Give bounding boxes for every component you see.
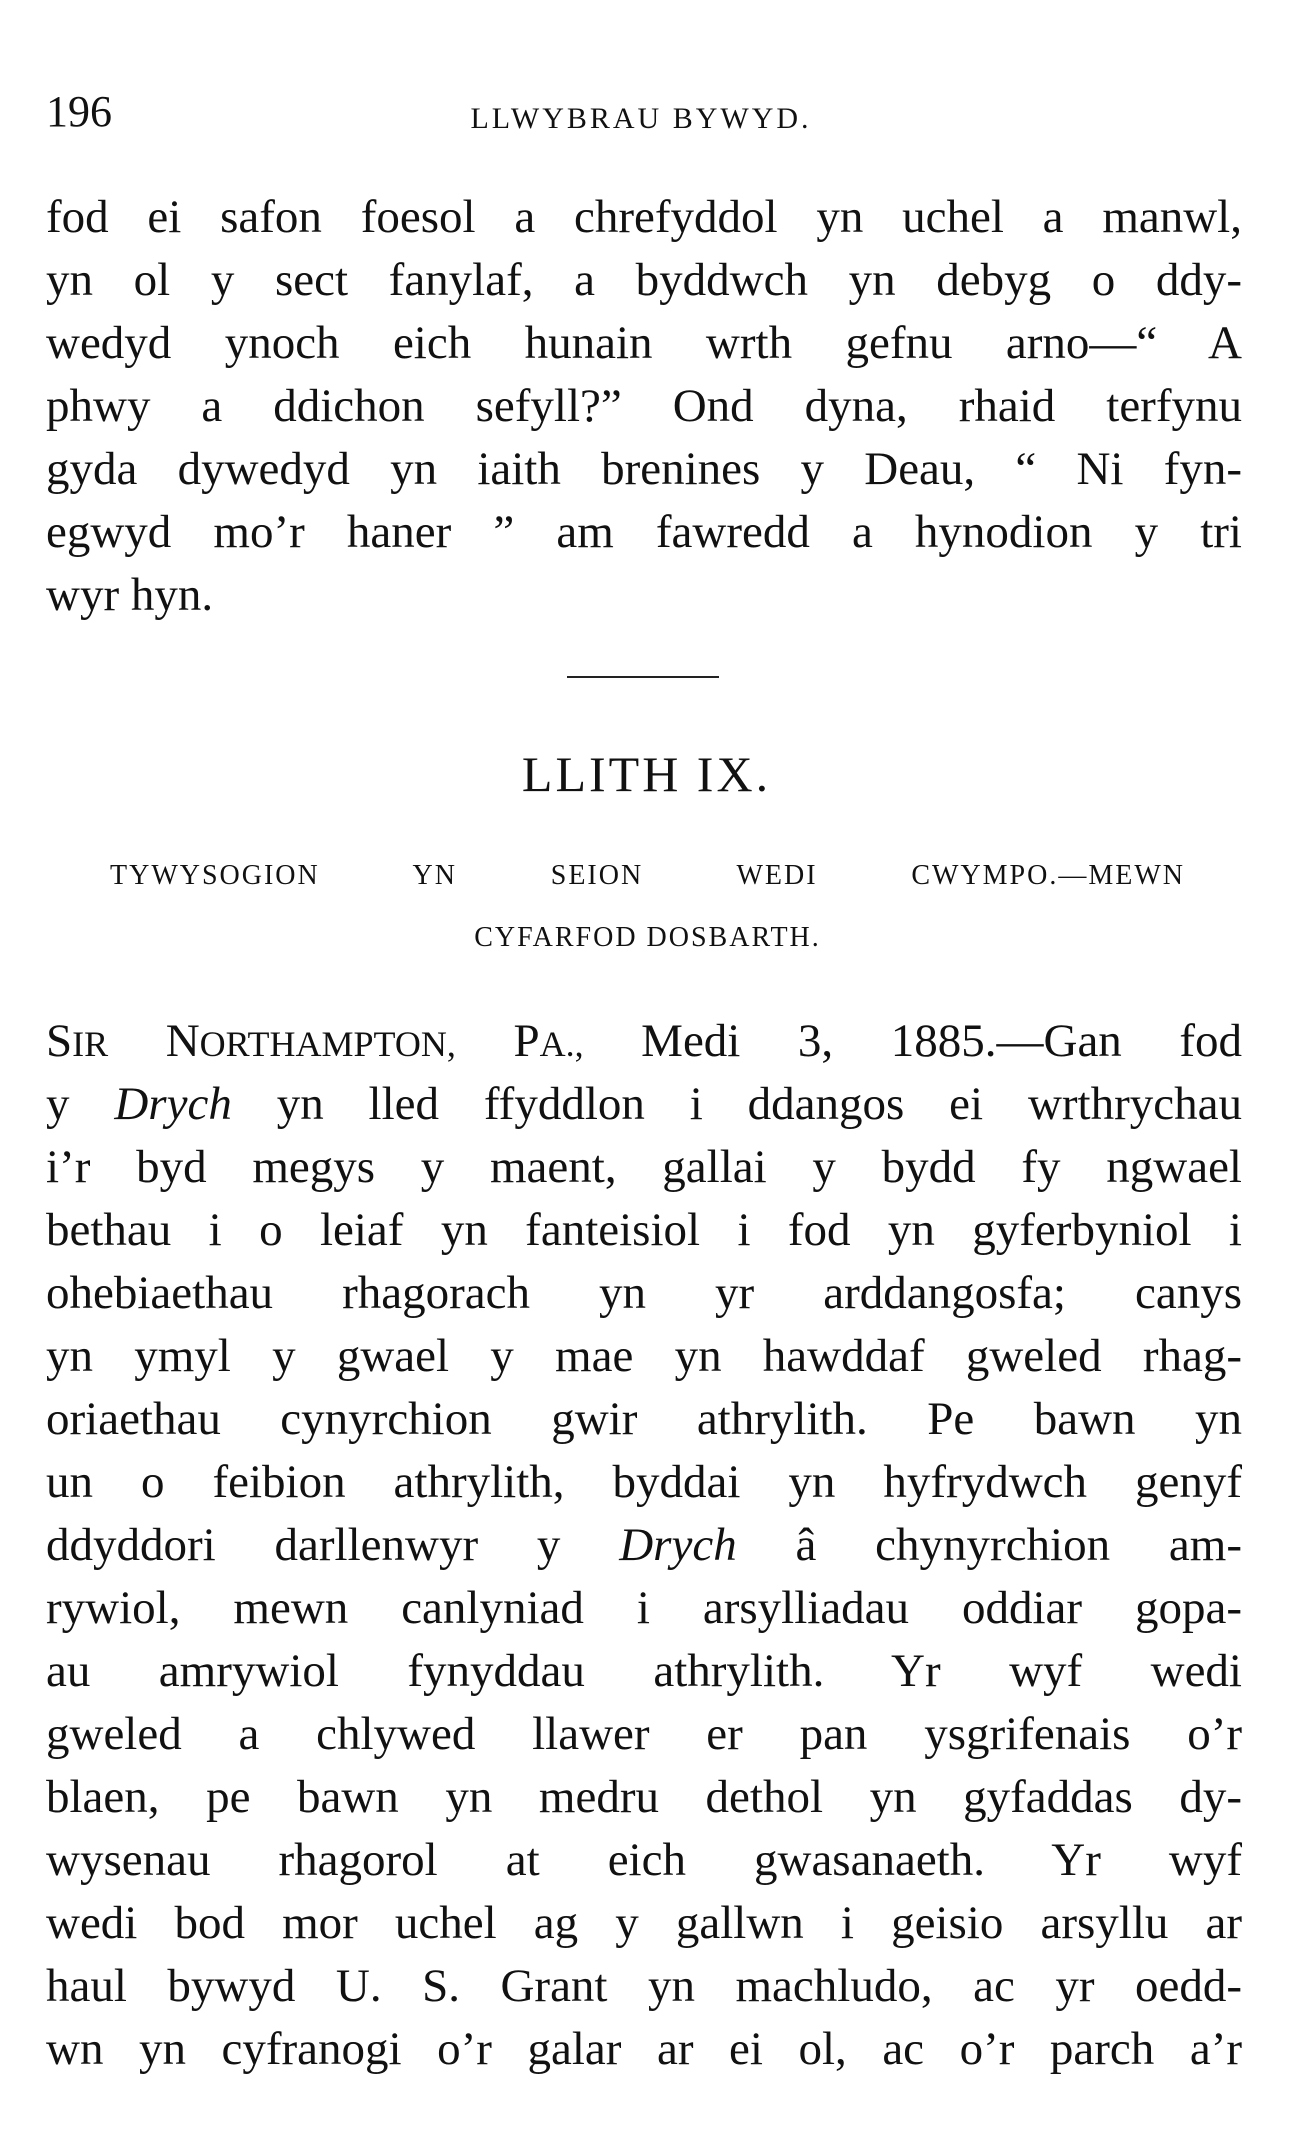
text-line: wyr hyn. [46,569,214,621]
newspaper-title: Drych [114,1078,232,1130]
text-line: wysenau rhagorol at eich gwasanaeth. Yr wyf [46,1834,1242,1886]
text-fragment: y [46,1078,115,1130]
text-line: wedyd ynoch eich hunain wrth gefnu arno—“ A [46,317,1242,369]
running-head: LLWYBRAU BYWYD. [470,102,812,135]
chapter-subtitle-line: CYFARFOD DOSBARTH. [474,922,821,953]
text-line: haul bywyd U. S. Grant yn machludo, ac yr oedd- [46,1960,1242,2012]
paragraph-letter [46,1010,1242,2081]
text-line: bethau i o leiaf yn fanteisiol i fod yn gyferbyniol i [46,1204,1242,1256]
text-line: i’r byd megys y maent, gallai y bydd fy ngwael [46,1141,1242,1193]
paragraph-continued [46,186,1242,627]
chapter-subtitle-line: TYWYSOGION YN SEION WEDI CWYMPO.—MEWN [110,860,1185,891]
text-line: wn yn cyfranogi o’r galar ar ei ol, ac o’r parch a’r [46,2023,1242,2075]
smallcaps-rest: ORTHAMPTON, [199,1024,456,1064]
text-line: egwyd mo’r haner ” am fawredd a hynodion y tri [46,506,1242,558]
text-fragment: yn lled ffyddlon i ddangos ei wrthrychau [231,1078,1242,1130]
text-line: ohebiaethau rhagorach yn yr arddangosfa; canys [46,1267,1242,1319]
newspaper-title: Drych [619,1519,737,1571]
smallcaps-initial: S [46,1015,73,1067]
text-line: yn ol y sect fanylaf, a byddwch yn debyg o ddy- [46,254,1242,306]
opening-remainder: Medi 3, 1885.—Gan fod [583,1015,1242,1067]
text-line: un o feibion athrylith, byddai yn hyfrydwch genyf [46,1456,1242,1508]
text-line: gyda dywedyd yn iaith brenines y Deau, “ Ni fyn- [46,443,1242,495]
text-line: fod ei safon foesol a chrefyddol yn uchel a manwl, [46,191,1242,243]
text-line [46,1514,1242,1577]
text-line: oriaethau cynyrchion gwir athrylith. Pe bawn yn [46,1393,1242,1445]
text-line-opening [46,1010,1242,1073]
text-line: rywiol, mewn canlyniad i arsylliadau oddiar gopa- [46,1582,1242,1634]
page-header [46,86,1236,146]
smallcaps-initial: P [513,1015,540,1067]
text-line: au amrywiol fynyddau athrylith. Yr wyf wedi [46,1645,1242,1697]
text-line: wedi bod mor uchel ag y gallwn i geisio arsyllu ar [46,1897,1242,1949]
page-number: 196 [46,87,112,136]
smallcaps-rest: IR [72,1024,109,1064]
text-fragment: ddyddori darllenwyr y [46,1519,620,1571]
chapter-title: LLITH IX. [521,746,772,802]
section-divider [567,676,719,678]
text-line: gweled a chlywed llawer er pan ysgrifenais o’r [46,1708,1242,1760]
text-line: yn ymyl y gwael y mae yn hawddaf gweled rhag- [46,1330,1242,1382]
text-line [46,1073,1242,1136]
smallcaps-rest: A., [539,1024,584,1064]
text-line: blaen, pe bawn yn medru dethol yn gyfaddas dy- [46,1771,1242,1823]
text-fragment: â chynyrchion am- [736,1519,1242,1571]
text-line: phwy a ddichon sefyll?” Ond dyna, rhaid terfynu [46,380,1242,432]
smallcaps-initial: N [165,1015,200,1067]
